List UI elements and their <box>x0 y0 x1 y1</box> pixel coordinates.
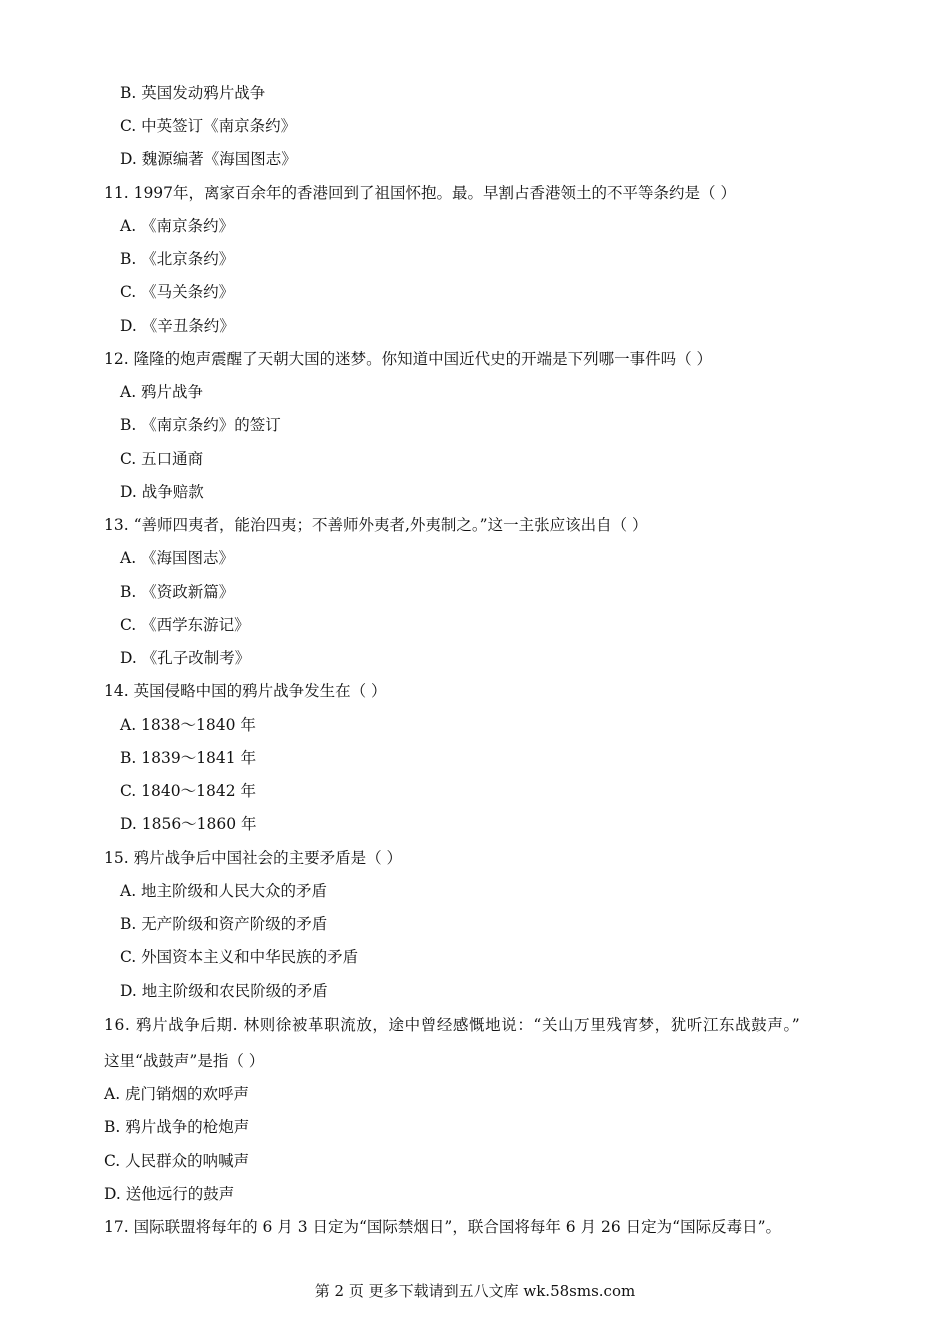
q10-option-d: D. 魏源编著《海国图志》 <box>120 150 297 168</box>
q11-option-b: B. 《北京条约》 <box>120 250 235 268</box>
q13-stem: 13. “善师四夷者，能治四夷；不善师外夷者,外夷制之。”这一主张应该出自（ ） <box>104 516 648 534</box>
q14-option-b: B. 1839～1841 年 <box>120 749 257 767</box>
q10-option-c: C. 中英签订《南京条约》 <box>120 117 297 135</box>
q14-option-a: A. 1838～1840 年 <box>120 716 256 734</box>
q13-option-d: D. 《孔子改制考》 <box>120 649 251 667</box>
q14-option-c: C. 1840～1842 年 <box>120 782 256 800</box>
q11-option-d: D. 《辛丑条约》 <box>120 317 235 335</box>
q11-option-a: A. 《南京条约》 <box>120 217 235 235</box>
q15-option-b: B. 无产阶级和资产阶级的矛盾 <box>120 915 328 933</box>
q16-stem-line2: 这里“战鼓声”是指（ ） <box>104 1052 265 1070</box>
q16-option-c: C. 人民群众的呐喊声 <box>104 1152 250 1170</box>
page-footer: 第 2 页 更多下载请到五八文库 wk.58sms.com <box>314 1282 636 1300</box>
q11-stem: 11. 1997年，离家百余年的香港回到了祖国怀抱。最。早割占香港领土的不平等条约是（ ） <box>104 184 736 202</box>
q16-option-b: B. 鸦片战争的枪炮声 <box>104 1118 250 1136</box>
q13-option-b: B. 《资政新篇》 <box>120 583 235 601</box>
q13-option-c: C. 《西学东游记》 <box>120 616 250 634</box>
q12-stem: 12. 隆隆的炮声震醒了天朝大国的迷梦。你知道中国近代史的开端是下列哪一事件吗（ ） <box>104 350 713 368</box>
q10-option-b: B. 英国发动鸦片战争 <box>120 84 266 102</box>
q17-stem: 17. 国际联盟将每年的 6 月 3 日定为“国际禁烟日”，联合国将每年 6 月 26 日定为“国际反毒日”。 <box>104 1218 781 1236</box>
q16-stem-line1: 16. 鸦片战争后期. 林则徐被革职流放，途中曾经感慨地说：“关山万里残宵梦，犹听江东战鼓声。” <box>104 1016 801 1034</box>
q15-option-a: A. 地主阶级和人民大众的矛盾 <box>120 882 328 900</box>
q11-option-c: C. 《马关条约》 <box>120 283 235 301</box>
q12-option-d: D. 战争赔款 <box>120 483 204 501</box>
q15-option-c: C. 外国资本主义和中华民族的矛盾 <box>120 948 359 966</box>
q13-option-a: A. 《海国图志》 <box>120 549 235 567</box>
q15-option-d: D. 地主阶级和农民阶级的矛盾 <box>120 982 328 1000</box>
q12-option-c: C. 五口通商 <box>120 450 204 468</box>
q14-option-d: D. 1856～1860 年 <box>120 815 257 833</box>
q15-stem: 15. 鸦片战争后中国社会的主要矛盾是（ ） <box>104 849 403 867</box>
q16-option-a: A. 虎门销烟的欢呼声 <box>104 1085 250 1103</box>
q16-option-d: D. 送他远行的鼓声 <box>104 1185 235 1203</box>
q12-option-b: B. 《南京条约》的签订 <box>120 416 281 434</box>
q12-option-a: A. 鸦片战争 <box>120 383 204 401</box>
q14-stem: 14. 英国侵略中国的鸦片战争发生在（ ） <box>104 682 387 700</box>
